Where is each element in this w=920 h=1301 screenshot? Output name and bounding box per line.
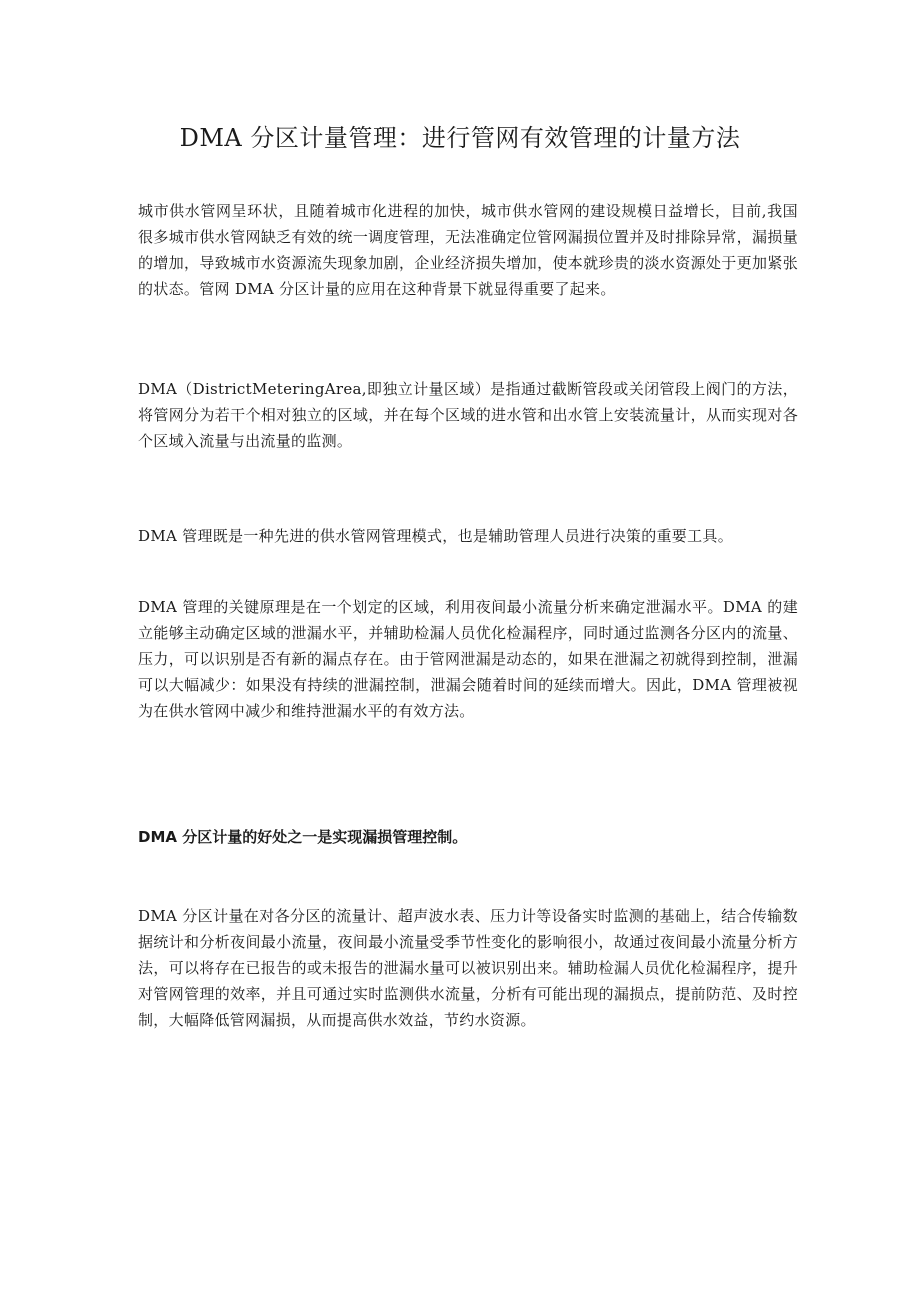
paragraph-leak-control: DMA 分区计量在对各分区的流量计、超声波水表、压力计等设备实时监测的基础上，结合传输数据统计和分析夜间最小流量，夜间最小流量受季节性变化的影响很小，故通过夜间最小流量分析方法，可以将存在已报告的或未报告的泄漏水量可以被识别出来。辅助检漏人员优化检漏程序，提升对管网管理的效率，并且可通过实时监测供水流量，分析有可能出现的漏损点，提前防范、及时控制，大幅降低管网漏损，从而提高供水效益，节约水资源。 (138, 907, 798, 1029)
paragraph-background: 城市供水管网呈环状，且随着城市化进程的加快，城市供水管网的建设规模日益增长，目前,我国很多城市供水管网缺乏有效的统一调度管理，无法准确定位管网漏损位置并及时排除异常，漏损量的增加，导致城市水资源流失现象加剧，企业经济损失增加，使本就珍贵的淡水资源处于更加紧张的状态。管网 DMA 分区计量的应用在这种背景下就显得重要了起来。 (138, 202, 798, 298)
section-heading: DMA 分区计量的好处之一是实现漏损管理控制。 (138, 828, 468, 846)
paragraph-dma-principle: DMA 管理的关键原理是在一个划定的区域，利用夜间最小流量分析来确定泄漏水平。DMA 的建立能够主动确定区域的泄漏水平，并辅助检漏人员优化检漏程序，同时通过监测各分区内的流量、压力，可以识别是否有新的漏点存在。由于管网泄漏是动态的，如果在泄漏之初就得到控制，泄漏可以大幅减少：如果没有持续的泄漏控制，泄漏会随着时间的延续而增大。因此，DMA 管理被视为在供水管网中减少和维持泄漏水平的有效方法。 (138, 598, 798, 720)
paragraph-dma-definition: DMA（DistrictMeteringArea,即独立计量区域）是指通过截断管段或关闭管段上阀门的方法，将管网分为若干个相对独立的区域，并在每个区域的进水管和出水管上安装流量计，从而实现对各个区域入流量与出流量的监测。 (138, 380, 798, 450)
paragraph-dma-tool: DMA 管理既是一种先进的供水管网管理模式，也是辅助管理人员进行决策的重要工具。 (138, 527, 733, 545)
document-title: DMA 分区计量管理：进行管网有效管理的计量方法 (179, 124, 741, 152)
